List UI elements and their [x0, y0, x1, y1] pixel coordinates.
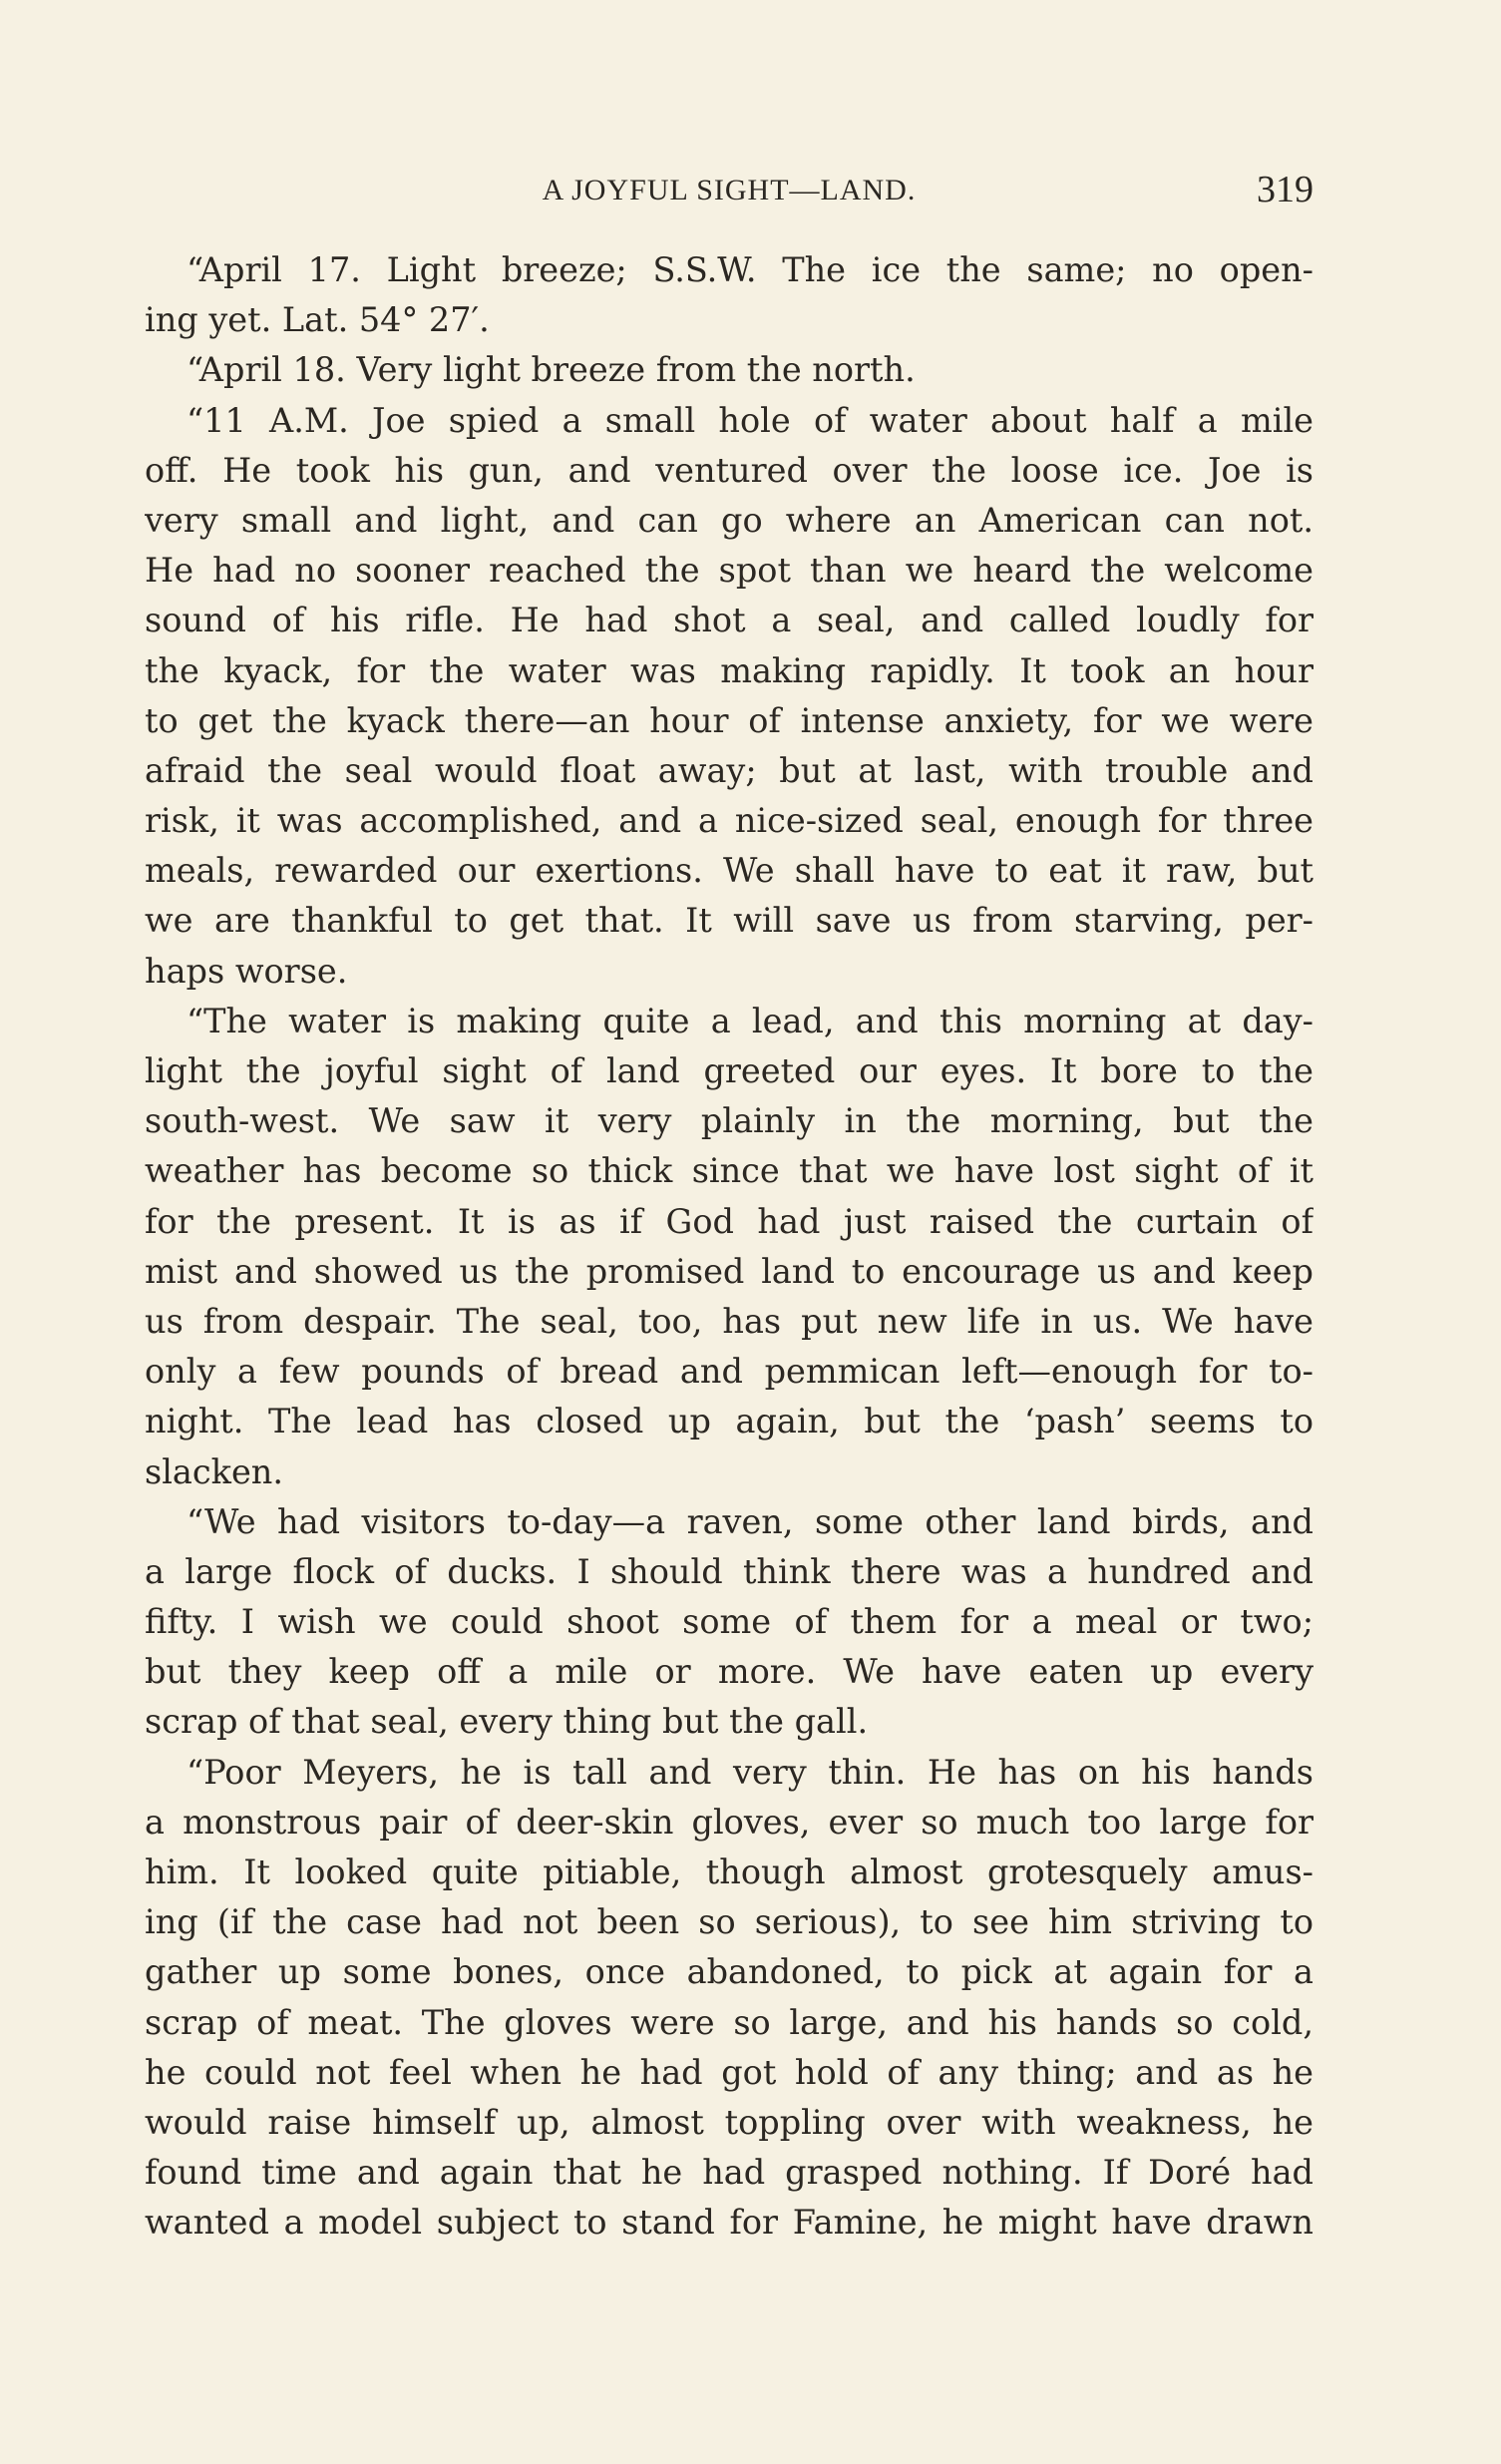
- text-line: sound of his rifle. He had shot a seal, and called loudly for: [145, 601, 1313, 640]
- text-line: very small and light, and can go where an American can not.: [145, 500, 1313, 540]
- text-line: “We had visitors to-day—a raven, some other land birds, and: [187, 1501, 1313, 1541]
- text-line: off. He took his gun, and ventured over the loose ice. Joe is: [145, 450, 1313, 490]
- text-line: haps worse.: [145, 951, 348, 991]
- text-line: light the joyful sight of land greeted our eyes. It bore to the: [145, 1051, 1313, 1090]
- text-line: would raise himself up, almost toppling over with weakness, he: [145, 2102, 1313, 2142]
- text-line: a monstrous pair of deer-skin gloves, ever so much too large for: [145, 1802, 1313, 1842]
- body-text: [145, 245, 1313, 2249]
- text-line: ing (if the case had not been so serious), to see him striving to: [145, 1902, 1313, 1942]
- text-line: gather up some bones, once abandoned, to pick at again for a: [145, 1952, 1313, 1992]
- text-line: weather has become so thick since that we have lost sight of it: [145, 1151, 1313, 1191]
- page-number: 319: [1257, 169, 1313, 210]
- running-title: A JOYFUL SIGHT—LAND.: [542, 174, 917, 206]
- text-line: a large flock of ducks. I should think there was a hundred and: [145, 1551, 1313, 1591]
- text-line: south-west. We saw it very plainly in the morning, but the: [145, 1101, 1313, 1141]
- text-line: “April 17. Light breeze; S.S.W. The ice the same; no open-: [187, 250, 1313, 289]
- text-line: “Poor Meyers, he is tall and very thin. He has on his hands: [187, 1752, 1313, 1792]
- text-line: found time and again that he had grasped nothing. If Doré had: [145, 2153, 1313, 2193]
- running-head: [145, 168, 1313, 215]
- text-line: “11 A.M. Joe spied a small hole of water about half a mile: [187, 400, 1313, 440]
- text-line: him. It looked quite pitiable, though almost grotesquely amus-: [145, 1852, 1313, 1891]
- text-line: scrap of meat. The gloves were so large, and his hands so cold,: [145, 2002, 1313, 2042]
- text-line: scrap of that seal, every thing but the gall.: [145, 1702, 869, 1742]
- text-line: for the present. It is as if God had just raised the curtain of: [145, 1201, 1313, 1241]
- text-line: “The water is making quite a lead, and this morning at day-: [187, 1001, 1313, 1040]
- text-line: only a few pounds of bread and pemmican left—enough for to-: [145, 1352, 1313, 1392]
- text-line: the kyack, for the water was making rapidly. It took an hour: [145, 650, 1313, 690]
- text-line: meals, rewarded our exertions. We shall have to eat it raw, but: [145, 851, 1313, 891]
- text-line: afraid the seal would float away; but at last, with trouble and: [145, 750, 1313, 790]
- text-line: wanted a model subject to stand for Famine, he might have drawn: [145, 2203, 1313, 2243]
- text-line: fifty. I wish we could shoot some of them for a meal or two;: [145, 1602, 1313, 1642]
- text-line: to get the kyack there—an hour of intense anxiety, for we were: [145, 700, 1313, 740]
- text-line: risk, it was accomplished, and a nice-sized seal, enough for three: [145, 801, 1313, 841]
- text-line: ing yet. Lat. 54° 27′.: [145, 300, 490, 340]
- text-line: slacken.: [145, 1451, 283, 1491]
- text-line: but they keep off a mile or more. We have eaten up every: [145, 1652, 1313, 1692]
- text-line: He had no sooner reached the spot than we heard the welcome: [145, 551, 1313, 591]
- text-line: he could not feel when he had got hold of any thing; and as he: [145, 2052, 1313, 2092]
- text-line: us from despair. The seal, too, has put new life in us. We have: [145, 1301, 1313, 1341]
- text-line: we are thankful to get that. It will save us from starving, per-: [145, 901, 1313, 941]
- text-line: night. The lead has closed up again, but the ‘pash’ seems to: [145, 1402, 1313, 1441]
- text-line: “April 18. Very light breeze from the north.: [187, 350, 916, 390]
- text-line: mist and showed us the promised land to encourage us and keep: [145, 1251, 1313, 1291]
